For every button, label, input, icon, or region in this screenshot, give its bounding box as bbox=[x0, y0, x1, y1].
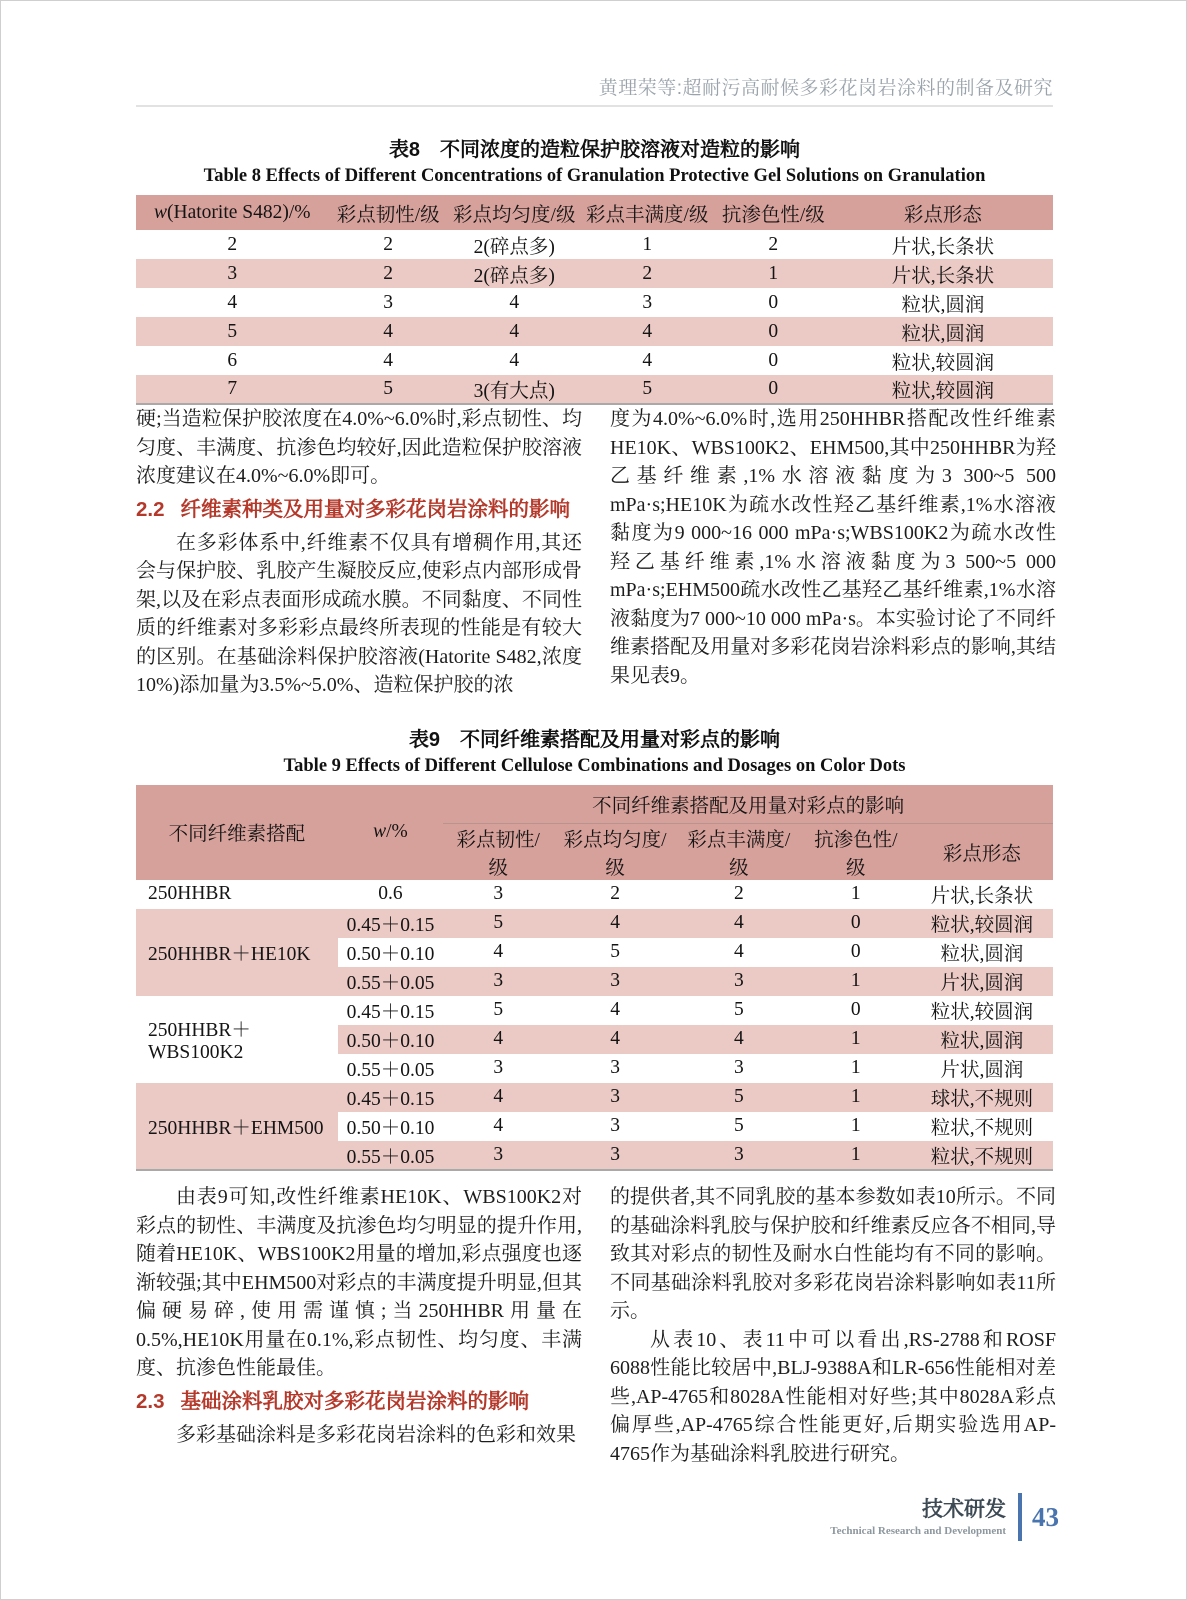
table-row: 6 4 4 4 0 粒状,较圆润 bbox=[227, 349, 995, 374]
table-row: 250HHBR 0.6 3 2 2 1 片状,长条状 bbox=[148, 883, 1034, 907]
running-head: 黄理荣等:超耐污高耐候多彩花岗岩涂料的制备及研究 bbox=[598, 78, 1053, 99]
lower-text-columns bbox=[136, 1183, 1056, 1468]
table8-header: 彩点韧性/级 bbox=[329, 195, 448, 230]
table9-subheader: 彩点韧性/级 bbox=[443, 823, 553, 880]
group-label: 250HHBR＋WBS100K2 bbox=[136, 996, 338, 1083]
table8-block bbox=[136, 133, 1053, 405]
section-title: 基础涂料乳胶对多彩花岗岩涂料的影响 bbox=[180, 1389, 529, 1413]
table9-header-row-1 bbox=[136, 785, 1053, 823]
table8 bbox=[136, 195, 1053, 405]
table8-title-en: Table 8 Effects of Different Concentrations of Granulation Protective Gel Solutions on Granulation bbox=[203, 166, 986, 186]
table-row: 7 5 3(有大点) 5 0 粒状,较圆润 bbox=[136, 375, 1053, 404]
table8-header: 彩点形态 bbox=[833, 195, 1053, 230]
table9-header-w: w/% bbox=[338, 785, 443, 880]
table-row: 2 2 2(碎点多) 1 2 片状,长条状 bbox=[227, 233, 995, 258]
paragraph: 硬;当造粒保护胶浓度在4.0%~6.0%时,彩点韧性、均匀度、丰满度、抗渗色均较好,因此造粒保护胶溶液浓度建议在4.0%~6.0%即可。 bbox=[136, 408, 582, 487]
table9-header-combination: 不同纤维素搭配 bbox=[136, 785, 338, 880]
table-row: 5 4 4 4 0 粒状,圆润 bbox=[136, 317, 1053, 346]
table9-span-header: 不同纤维素搭配及用量对彩点的影响 bbox=[443, 785, 1053, 823]
paragraph: 在多彩体系中,纤维素不仅具有增稠作用,其还会与保护胶、乳胶产生凝胶反应,使彩点内部形成骨架,以及在彩点表面形成疏水膜。不同黏度、不同性质的纤维素对多彩彩点最终所表现的性能是有较大的区别。在基础涂料保护胶溶液(Hatorite S482,浓度10%)添加量为3.5%~5.0%、造粒保护胶的浓 bbox=[136, 531, 582, 696]
table9-block bbox=[136, 723, 1053, 1171]
table8-header: 抗渗色性/级 bbox=[714, 195, 833, 230]
table9-subheader: 彩点形态 bbox=[911, 823, 1053, 880]
paragraph: 从表10、表11中可以看出,RS-2788和ROSF 6088性能比较居中,BLJ-9388A和LR-656性能相对差些,AP-4765和8028A性能相对好些;其中8028A彩点偏厚些,AP-4765综合性能更好,后期实验选用AP-4765作为基础涂料乳胶进行研究。 bbox=[610, 1328, 1056, 1465]
table9 bbox=[136, 785, 1053, 1171]
group-label: 250HHBR＋HE10K bbox=[136, 909, 338, 996]
footer-divider-bar bbox=[1018, 1493, 1022, 1541]
table-row: 250HHBR＋HE10K 0.45＋0.15 5 4 4 0 粒状,较圆润 bbox=[136, 909, 1053, 938]
table8-header-row bbox=[136, 195, 1053, 230]
table-row: 4 3 4 3 0 粒状,圆润 bbox=[227, 291, 985, 316]
table9-subheader: 抗渗色性/级 bbox=[801, 823, 911, 880]
right-column-bottom bbox=[610, 1183, 1056, 1468]
section-number: 2.2 bbox=[136, 497, 165, 521]
section-heading-2-3 bbox=[136, 1387, 582, 1417]
right-column-top bbox=[610, 405, 1056, 700]
paragraph: 多彩基础涂料是多彩花岗岩涂料的色彩和效果 bbox=[176, 1423, 576, 1446]
table-row: 0.55＋0.05 3 3 3 1 粒状,不规则 bbox=[136, 1141, 1053, 1170]
header-rule bbox=[136, 105, 1053, 107]
table-row: 0.55＋0.05 3 3 3 1 片状,圆润 bbox=[346, 1057, 1024, 1081]
footer-section-zh: 技术研发 bbox=[922, 1497, 1006, 1521]
left-column-top bbox=[136, 405, 582, 700]
paragraph: 度为4.0%~6.0%时,选用250HHBR搭配改性纤维素HE10K、WBS100K2、EHM500,其中250HHBR为羟乙基纤维素,1%水溶液黏度为3 300~5 500 mPa·s;HE10K为疏水改性羟乙基纤维素,1%水溶液黏度为9 000~16 000 mPa·s;WBS100K2为疏水改性羟乙基纤维素,1%水溶液黏度为3 500~5 000 mPa·s;EHM500疏水改性乙基羟乙基纤维素,1%水溶液黏度为7 000~10 000 mPa·s。本实验讨论了不同纤维素搭配及用量对多彩花岗岩涂料彩点的影响,其结果见表9。 bbox=[610, 408, 1056, 687]
paragraph: 的提供者,其不同乳胶的基本参数如表10所示。不同的基础涂料乳胶与保护胶和纤维素反应各不相同,导致其对彩点的韧性及耐水白性能均有不同的影响。不同基础涂料乳胶对多彩花岗岩涂料影响如表11所示。 bbox=[610, 1186, 1056, 1322]
page-footer bbox=[830, 1493, 1059, 1541]
table8-header-w: w(Hatorite S482)/% bbox=[136, 195, 329, 230]
table-row: 0.50＋0.10 4 5 4 0 粒状,圆润 bbox=[346, 941, 1024, 965]
paragraph: 由表9可知,改性纤维素HE10K、WBS100K2对彩点的韧性、丰满度及抗渗色均匀明显的提升作用,随着HE10K、WBS100K2用量的增加,彩点强度也逐渐较强;其中EHM500对彩点的丰满度提升明显,但其偏硬易碎,使用需谨慎;当250HHBR用量在0.5%,HE10K用量在0.1%,彩点韧性、均匀度、丰满度、抗渗色性能最佳。 bbox=[136, 1186, 582, 1379]
table-row: 250HHBR＋EHM500 0.45＋0.15 4 3 5 1 球状,不规则 bbox=[136, 1083, 1053, 1112]
table-row: 3 2 2(碎点多) 2 1 片状,长条状 bbox=[136, 259, 1053, 288]
table9-title-en: Table 9 Effects of Different Cellulose Combinations and Dosages on Color Dots bbox=[283, 756, 906, 776]
table-row: 0.50＋0.10 4 3 5 1 粒状,不规则 bbox=[346, 1115, 1034, 1139]
table8-header: 彩点均匀度/级 bbox=[448, 195, 581, 230]
table9-subheader: 彩点均匀度/级 bbox=[553, 823, 677, 880]
footer-section-en: Technical Research and Development bbox=[830, 1524, 1006, 1537]
page-number: 43 bbox=[1032, 1501, 1059, 1532]
table9-title-zh: 表9 不同纤维素搭配及用量对彩点的影响 bbox=[408, 729, 781, 751]
footer-section bbox=[830, 1498, 1006, 1537]
group-label: 250HHBR＋EHM500 bbox=[136, 1083, 338, 1170]
table9-subheader: 彩点丰满度/级 bbox=[677, 823, 801, 880]
section-title: 纤维素种类及用量对多彩花岗岩涂料的影响 bbox=[180, 497, 570, 521]
table8-header: 彩点丰满度/级 bbox=[581, 195, 714, 230]
table-row: 0.50＋0.10 4 4 4 1 粒状,圆润 bbox=[136, 1025, 1053, 1054]
section-heading-2-2 bbox=[136, 495, 582, 525]
table8-title-zh: 表8 不同浓度的造粒保护胶溶液对造粒的影响 bbox=[388, 139, 801, 161]
upper-text-columns bbox=[136, 405, 1056, 700]
section-number: 2.3 bbox=[136, 1389, 165, 1413]
table-row: 250HHBR＋WBS100K2 0.45＋0.15 5 4 5 0 粒状,较圆润 bbox=[136, 996, 1053, 1025]
left-column-bottom bbox=[136, 1183, 582, 1468]
table-row: 0.55＋0.05 3 3 3 1 片状,圆润 bbox=[136, 967, 1053, 996]
